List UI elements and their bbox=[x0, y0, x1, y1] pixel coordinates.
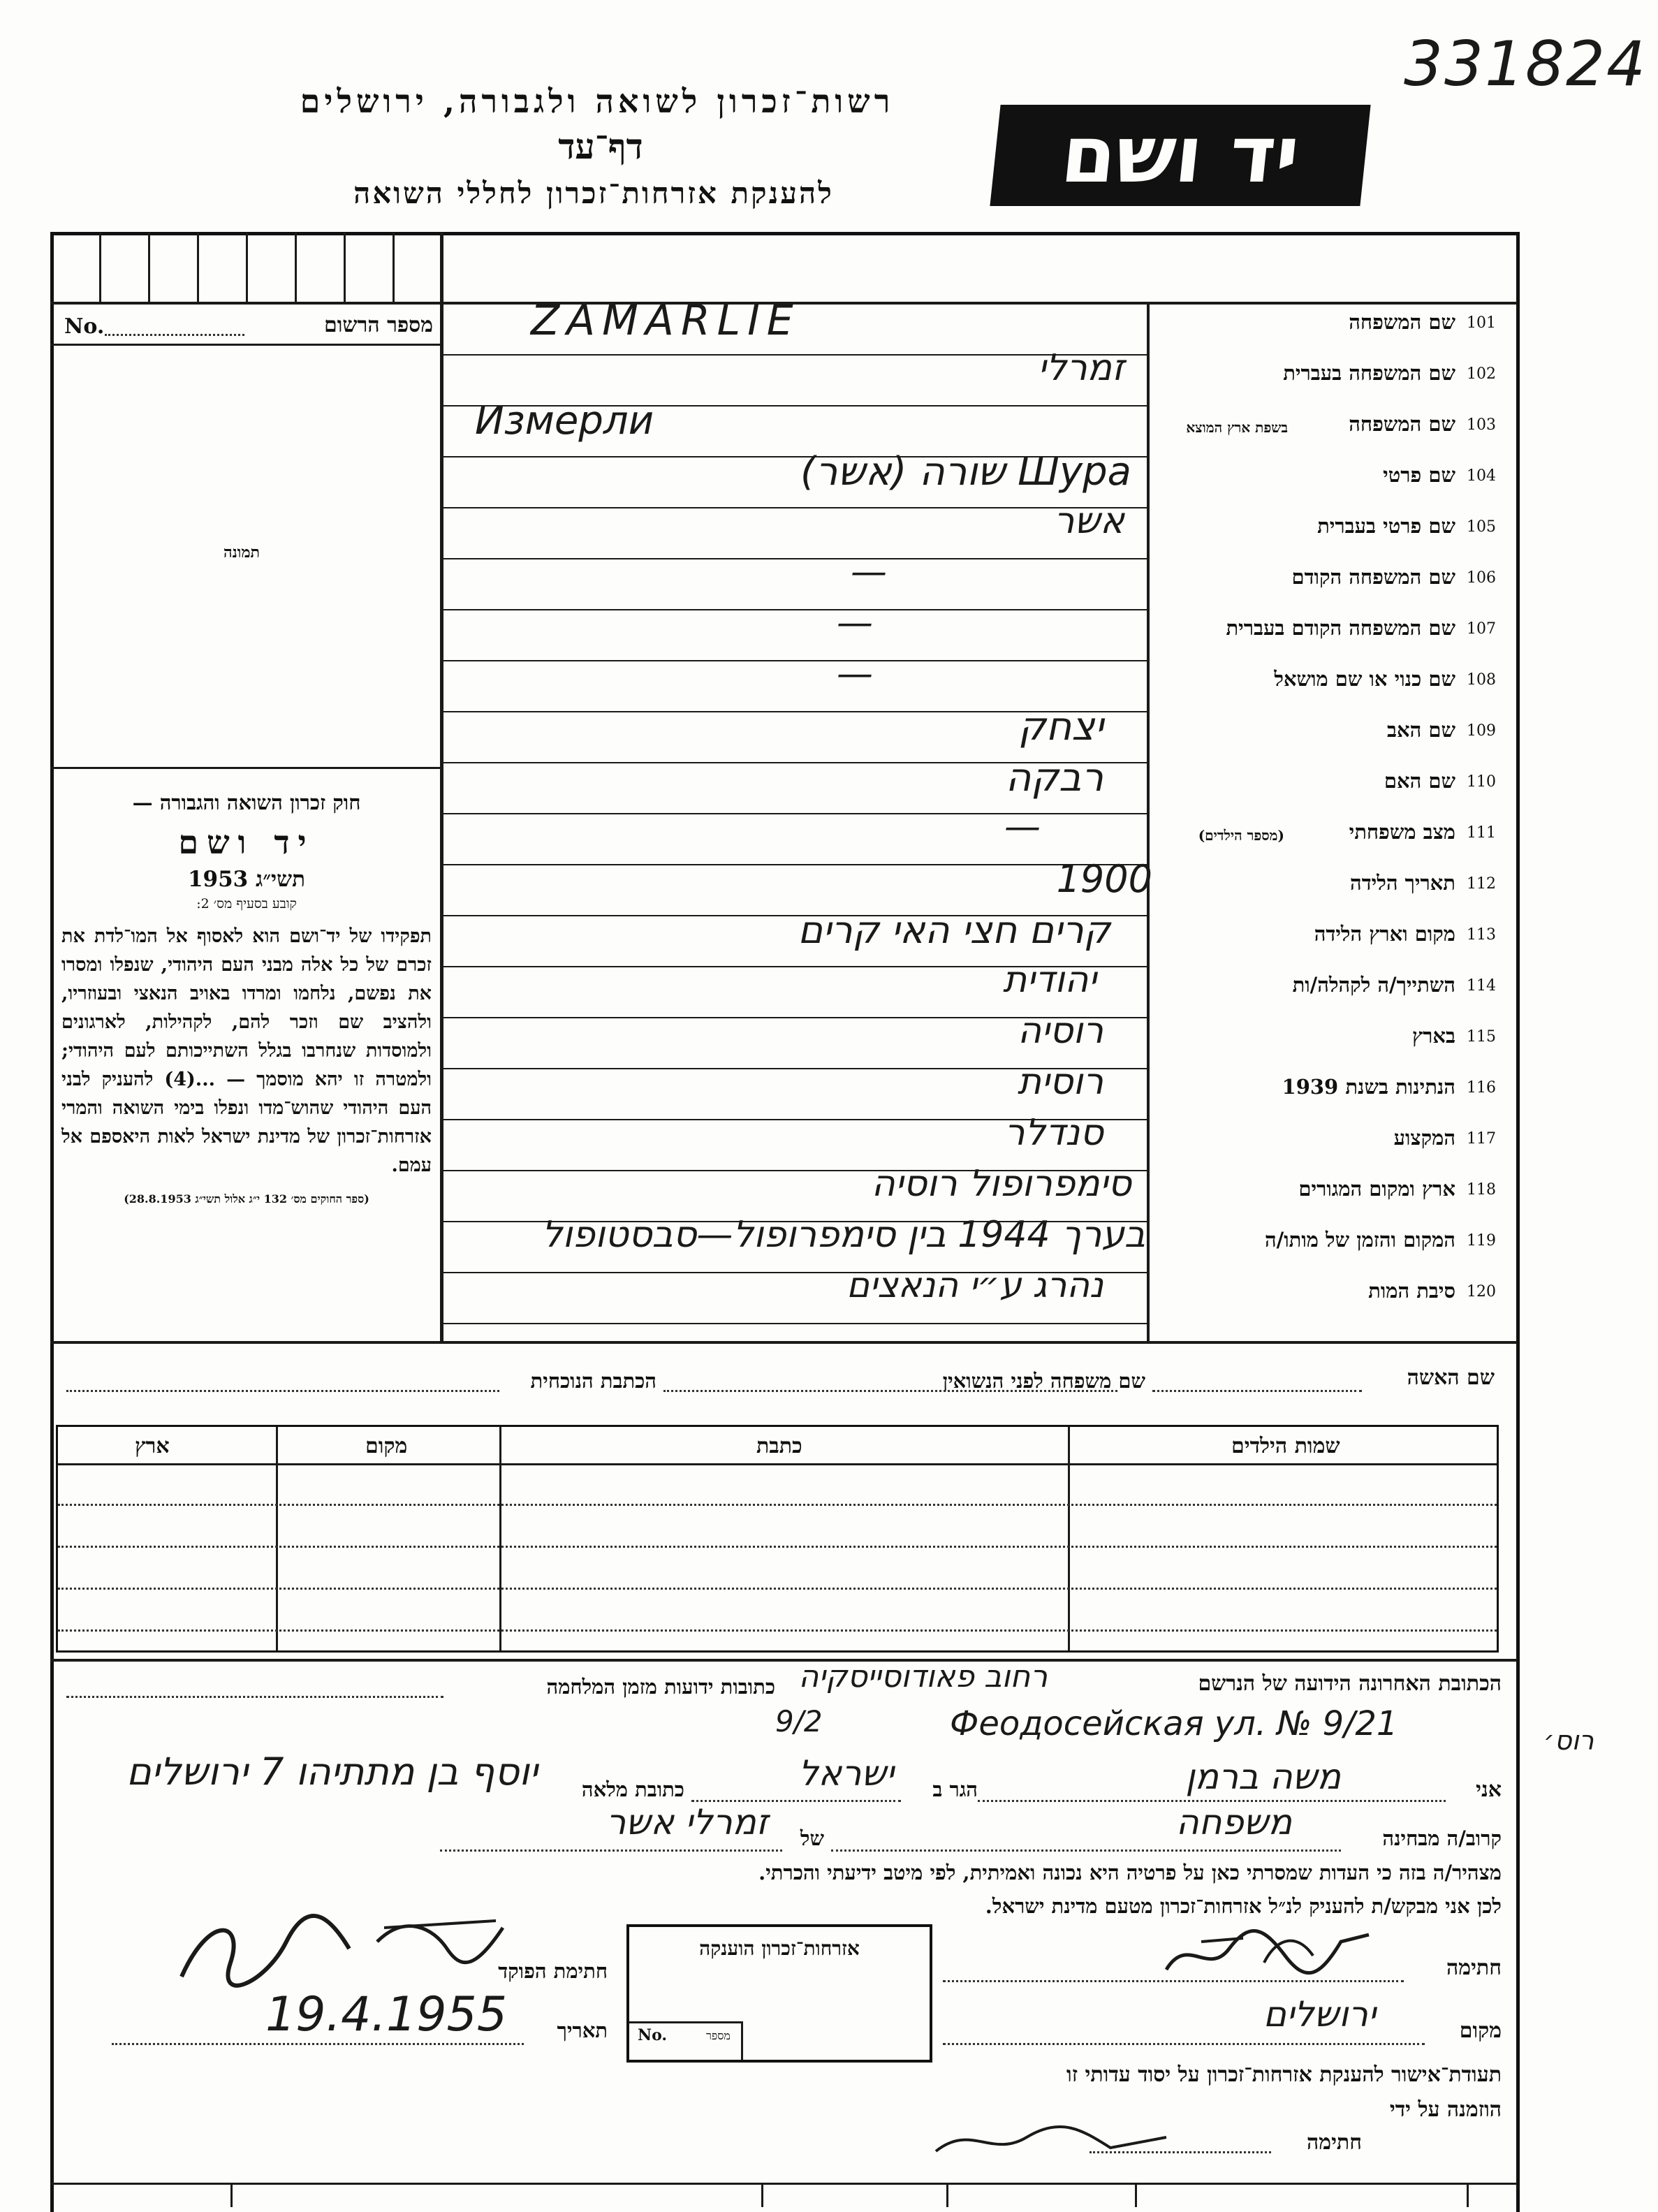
i-value: משה ברמן bbox=[1185, 1757, 1341, 1797]
field-label: מקום וארץ הלידה bbox=[1314, 922, 1455, 946]
field-number: 109 bbox=[1467, 722, 1496, 740]
granted-box-no: No. bbox=[638, 2026, 668, 2044]
field-rule bbox=[443, 558, 1147, 559]
i-label: אני bbox=[1476, 1778, 1502, 1802]
header-line-1: רשות־זכרון לשואה ולגבורה, ירושלים bbox=[300, 82, 895, 120]
field-value: 1900 bbox=[1056, 857, 1152, 901]
field-label: שם המשפחה bbox=[1349, 412, 1455, 436]
statement-2: לכן אני מבקש/ת להעניק לנ״ל אזרחות־זכרון מטעם מדינת ישראל. bbox=[985, 1894, 1502, 1918]
children-table bbox=[56, 1425, 1499, 1653]
field-number: 111 bbox=[1467, 824, 1496, 842]
field-number: 120 bbox=[1467, 1283, 1496, 1301]
clerk-signature bbox=[168, 1900, 517, 1998]
field-label: שם פרטי bbox=[1383, 463, 1455, 487]
field-number: 104 bbox=[1467, 467, 1496, 485]
field-label: שם המשפחה bbox=[1349, 310, 1455, 334]
field-value: — bbox=[851, 551, 887, 593]
clerk-signature-label: חתימת הפוקד bbox=[498, 1959, 608, 1983]
field-label: בארץ bbox=[1412, 1024, 1455, 1048]
children-header-country: ארץ bbox=[135, 1434, 170, 1458]
field-value: רוסיה bbox=[1018, 1010, 1103, 1052]
registry-no-label: No. bbox=[64, 314, 105, 339]
field-number: 103 bbox=[1467, 416, 1496, 434]
field-value: סנדלר bbox=[1004, 1112, 1103, 1154]
field-number: 118 bbox=[1467, 1181, 1496, 1199]
granted-box-number-label: מספר bbox=[706, 2029, 731, 2042]
field-number: 116 bbox=[1467, 1079, 1496, 1097]
field-number: 105 bbox=[1467, 518, 1496, 536]
signature-label: חתימה bbox=[1446, 1956, 1502, 1980]
header-line-3: להענקת אזרחות־זכרון לחללי השואה bbox=[353, 176, 834, 210]
final-signature bbox=[929, 2116, 1180, 2165]
header-line-2: דף־עד bbox=[558, 126, 643, 167]
field-number: 108 bbox=[1467, 671, 1496, 689]
field-label: תאריך הלידה bbox=[1350, 871, 1455, 895]
photo-label: תמונה bbox=[223, 543, 260, 562]
field-label: מצב משפחתי bbox=[1349, 820, 1455, 844]
registry-cells bbox=[50, 232, 440, 302]
field-number: 101 bbox=[1467, 314, 1496, 332]
field-number: 119 bbox=[1467, 1232, 1496, 1250]
statement-1: מצהיר/ה בזה כי העדות שמסרתי כאן על פרטיה היא נכונה ואמיתית, לפי מיטב ידיעתי והכרתי. bbox=[758, 1861, 1502, 1884]
russian-address: Феодосейская ул. № 9/21 bbox=[950, 1704, 1398, 1743]
field-value: Шура שורה (אשר) bbox=[800, 449, 1131, 495]
field-number: 117 bbox=[1467, 1130, 1496, 1148]
field-label: השתייך/ה לקהלה/ות bbox=[1292, 973, 1455, 997]
field-value: Измерли bbox=[475, 398, 654, 444]
field-value: זמרלי bbox=[1038, 347, 1124, 389]
field-value: נהרג ע״י הנאצים bbox=[846, 1265, 1103, 1305]
law-footnote: (ספר החוקים מס׳ 132 י״ג אלול תשי״ג 28.8.1953) bbox=[124, 1192, 369, 1206]
field-value: ZAMARLIE bbox=[531, 296, 800, 345]
field-value: סימפרופול רוסיה bbox=[871, 1163, 1131, 1205]
relative-label: קרוב/ה מבחינה bbox=[1382, 1826, 1502, 1850]
field-value: בערך 1944 בין סימפרופול—סבסטופול bbox=[541, 1214, 1145, 1256]
logo-text: יד ושם bbox=[1057, 110, 1304, 200]
field-number: 115 bbox=[1467, 1028, 1496, 1046]
field-label: המקצוע bbox=[1393, 1126, 1455, 1150]
registry-label: מספר הרשום bbox=[324, 313, 433, 337]
of-value: זמרלי אשר bbox=[606, 1802, 768, 1843]
wife-label: שם האשה bbox=[1407, 1365, 1495, 1390]
relative-value: משפחה bbox=[1176, 1802, 1292, 1843]
field-value: — bbox=[1004, 806, 1041, 848]
field-rule bbox=[443, 813, 1147, 814]
wife-address-label: הכתבת הנוכחית bbox=[530, 1369, 656, 1393]
field-label: שם המשפחה הקודם bbox=[1291, 565, 1455, 589]
field-label: שם המשפחה בעברית bbox=[1283, 361, 1455, 385]
wartime-label: כתובות ידועות מזמן המלחמה bbox=[546, 1675, 775, 1699]
law-name: יד ושם bbox=[178, 823, 315, 861]
date-label: תאריך bbox=[557, 2019, 608, 2042]
last-address-value: רחוב פאודוסייסקיה bbox=[798, 1659, 1048, 1694]
field-label: שם כנוי או שם מושאל bbox=[1274, 667, 1455, 691]
granted-box-title: אזרחות־זכרון הוענקה bbox=[699, 1937, 860, 1960]
children-header-address: כתבת bbox=[756, 1434, 802, 1458]
field-number: 106 bbox=[1467, 569, 1496, 587]
field-label-note: בשפת ארץ המוצא bbox=[1186, 419, 1288, 436]
stamp-number: 331824 bbox=[1404, 28, 1647, 100]
resident-label: הגר ב bbox=[932, 1778, 978, 1801]
certificate-line: תעודת־אישור להענקת אזרחות־זכרון על יסוד עדותי זו bbox=[1066, 2063, 1502, 2087]
last-address-label: הכתובת האחרונה הידועה של הנרשם bbox=[1198, 1671, 1502, 1696]
field-label: שם האם bbox=[1384, 769, 1455, 793]
field-label: שם המשפחה הקודם בעברית bbox=[1226, 616, 1455, 640]
field-number: 102 bbox=[1467, 365, 1496, 383]
side-note: רוס׳ bbox=[1543, 1725, 1594, 1756]
full-address-value: יוסף בן מתתיהו 7 ירושלים bbox=[126, 1750, 538, 1794]
field-label: המקום והזמן של מותו/ה bbox=[1264, 1228, 1455, 1252]
wife-maiden-label: שם משפחה לפני הנשואין bbox=[942, 1369, 1145, 1393]
final-signature-label: חתימה bbox=[1307, 2130, 1362, 2155]
field-value: יצחק bbox=[1018, 704, 1103, 749]
field-label: שם פרטי בעברית bbox=[1317, 514, 1455, 538]
field-rule bbox=[443, 1323, 1147, 1324]
field-value: קרים חצי האי קרים bbox=[798, 908, 1110, 952]
law-title: חוק זכרון השואה והגבורה — bbox=[132, 791, 361, 814]
ordered-by: הוזמנה על ידי bbox=[1389, 2097, 1502, 2122]
law-clause: קובע בסעיף מס׳ 2: bbox=[196, 896, 297, 911]
address-extra: 9/2 bbox=[775, 1704, 823, 1738]
granted-box bbox=[626, 1924, 932, 2063]
field-number: 113 bbox=[1467, 926, 1496, 944]
field-number: 107 bbox=[1467, 620, 1496, 638]
field-value: רוסית bbox=[1017, 1061, 1103, 1103]
place-label: מקום bbox=[1459, 2019, 1502, 2043]
yad-vashem-logo bbox=[990, 105, 1370, 206]
date-value: 19.4.1955 bbox=[265, 1987, 508, 2042]
resident-value: ישראל bbox=[798, 1753, 894, 1794]
law-text bbox=[61, 791, 432, 1206]
field-label: הנתינות בשנת 1939 bbox=[1282, 1075, 1455, 1099]
law-body: תפקידו של יד־ושם הוא לאסוף אל המו־לדת את זכרם של כל אלה מבני העם היהודי, שנפלו ומסרו את נפשם, נלחמו ומרדו באויב הנאצי ובעוזריו, ולהציב שם וזכר להם, לקהילות, לארגונים ולמוסדות שנחרבו בגלל השתייכותם לעם היהודי; ולמטרה זו יהא מוסמך — ...(4) להעניק לבני העם היהודי שהוש־מדו ונפלו בימי השואה והמרי אזרחות־זכרון של מדינת ישראל לאות היאספם אל עמם. bbox=[61, 925, 432, 1176]
field-value: — bbox=[837, 653, 873, 695]
field-number: 114 bbox=[1467, 977, 1496, 995]
field-value: יהודית bbox=[1003, 959, 1096, 1001]
field-value: רבקה bbox=[1005, 755, 1103, 800]
field-number: 110 bbox=[1467, 773, 1496, 791]
of-label: של bbox=[800, 1826, 824, 1850]
field-label: ארץ ומקום המגורים bbox=[1298, 1177, 1455, 1201]
full-address-label: כתובת מלאה bbox=[581, 1778, 684, 1801]
field-label: סיבת המות bbox=[1368, 1279, 1455, 1303]
children-header-names: שמות הילדים bbox=[1231, 1434, 1340, 1458]
field-number: 112 bbox=[1467, 875, 1496, 893]
declarant-signature bbox=[1159, 1914, 1383, 1991]
field-label-note: (מספר הילדים) bbox=[1198, 827, 1284, 844]
field-label: שם האב bbox=[1386, 718, 1455, 742]
children-header-place: מקום bbox=[365, 1434, 408, 1458]
law-year: תשי״ג 1953 bbox=[187, 867, 306, 892]
field-value: — bbox=[837, 602, 873, 644]
field-value: אשר bbox=[1054, 500, 1124, 542]
place-value: ירושלים bbox=[1263, 1994, 1376, 2035]
